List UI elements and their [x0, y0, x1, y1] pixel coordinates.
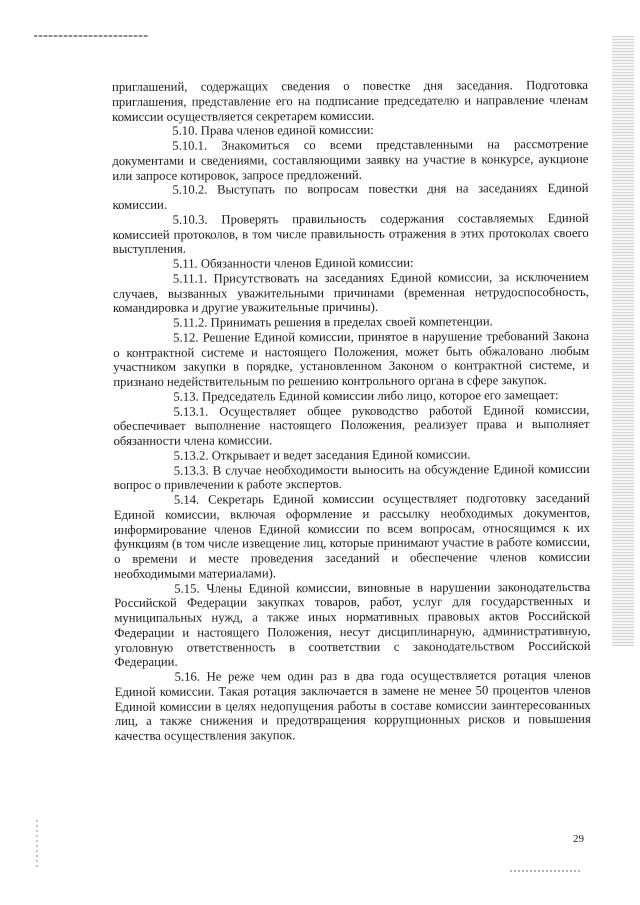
paragraph-5-13-3: 5.13.3. В случае необходимости выносить на обсуждение Единой комиссии вопрос о привлечении к работе экспертов. — [113, 461, 590, 493]
scan-artifact-right — [612, 36, 634, 646]
paragraph-5-10: 5.10. Права членов единой комиссии: — [172, 123, 374, 138]
paragraph-5-13-2: 5.13.2. Открывает и ведет заседания Единой комиссии. — [173, 447, 471, 463]
paragraph-5-10-3: 5.10.3. Проверять правильность содержания составляемых Единой комиссией протоколов, в том числе правильность отражения в этих протоколах своего выступления. — [112, 210, 589, 257]
scan-artifact-top — [34, 35, 149, 37]
paragraph-5-11-2: 5.11.2. Принимать решения в пределах своей компетенции. — [173, 314, 493, 330]
scan-artifact-bottom — [510, 870, 580, 872]
page-number: 29 — [573, 833, 584, 845]
paragraph-5-12: 5.12. Решение Единой комиссии, принятое в нарушение требований Закона о контрактной системе и настоящего Положения, может быть обжаловано любым участником закупки в порядке, установленном Законом о контрактной системе, и признано недействительным по решению контрольного органа в сфере закупок. — [113, 328, 590, 389]
paragraph-5-13-1: 5.13.1. Осуществляет общее руководство работой Единой комиссии, обеспечивает выполнение настоящего Положения, реализует права и выполняет обязанности члена комиссии. — [113, 402, 590, 448]
document-body — [112, 78, 591, 744]
paragraph-5-11: 5.11. Обязанности членов Единой комиссии: — [172, 255, 414, 271]
paragraph-5-11-1: 5.11.1. Присутствовать на заседаниях Единой комиссии, за исключением случаев, вызванных уважительными причинами (временная нетрудоспособность, командировка и другие уважительные причины). — [112, 269, 589, 316]
paragraph-5-13: 5.13. Председатель Единой комиссии либо лицо, которое его замещает: — [173, 387, 559, 404]
paragraph-5-10-2: 5.10.2. Выступать по вопросам повестки дня на заседаниях Единой комиссии. — [112, 181, 589, 212]
scan-artifact-left — [36, 820, 38, 870]
paragraph-5-10-1: 5.10.1. Знакомиться со всеми представленными на рассмотрение документами и сведениями, составляющими заявку на участие в конкурсе, аукционе или запросе котировок, запросе предложений. — [112, 136, 589, 183]
paragraph-continuation: приглашений, содержащих сведения о повестке дня заседания. Подготовка приглашения, представление его на подписание председателю и направление членам комиссии осуществляется секретарем комиссии. — [112, 77, 589, 124]
paragraph-5-16: 5.16. Не реже чем один раз в два года осуществляется ротация членов Единой комиссии. Такая ротация заключается в замене не менее 50 процентов членов Единой комиссии в целях недопущения работы в составе комиссии заинтересованных лиц, а также снижения и предотвращения коррупционных рисков и повышения качества осуществления закупок. — [114, 667, 591, 743]
paragraph-5-14: 5.14. Секретарь Единой комиссии осуществляет подготовку заседаний Единой комиссии, включая оформление и рассылку необходимых документов, информирование членов Единой комиссии по всем вопросам, относящимся к их функциям (в том числе извещение лиц, которые принимают участие в работе комиссии, о времени и месте проведения заседаний и обеспечение членов комиссии необходимыми материалами). — [113, 490, 591, 581]
paragraph-5-15: 5.15. Члены Единой комиссии, виновные в нарушении законодательства Российской Федерации закупках товаров, работ, услуг для государственных и муниципальных нужд, а также иных нормативных правовых актов Российской Федерации и настоящего Положения, несут дисциплинарную, административную, уголовную ответственность в соответствии с законодательством Российской Федерации. — [114, 579, 591, 670]
